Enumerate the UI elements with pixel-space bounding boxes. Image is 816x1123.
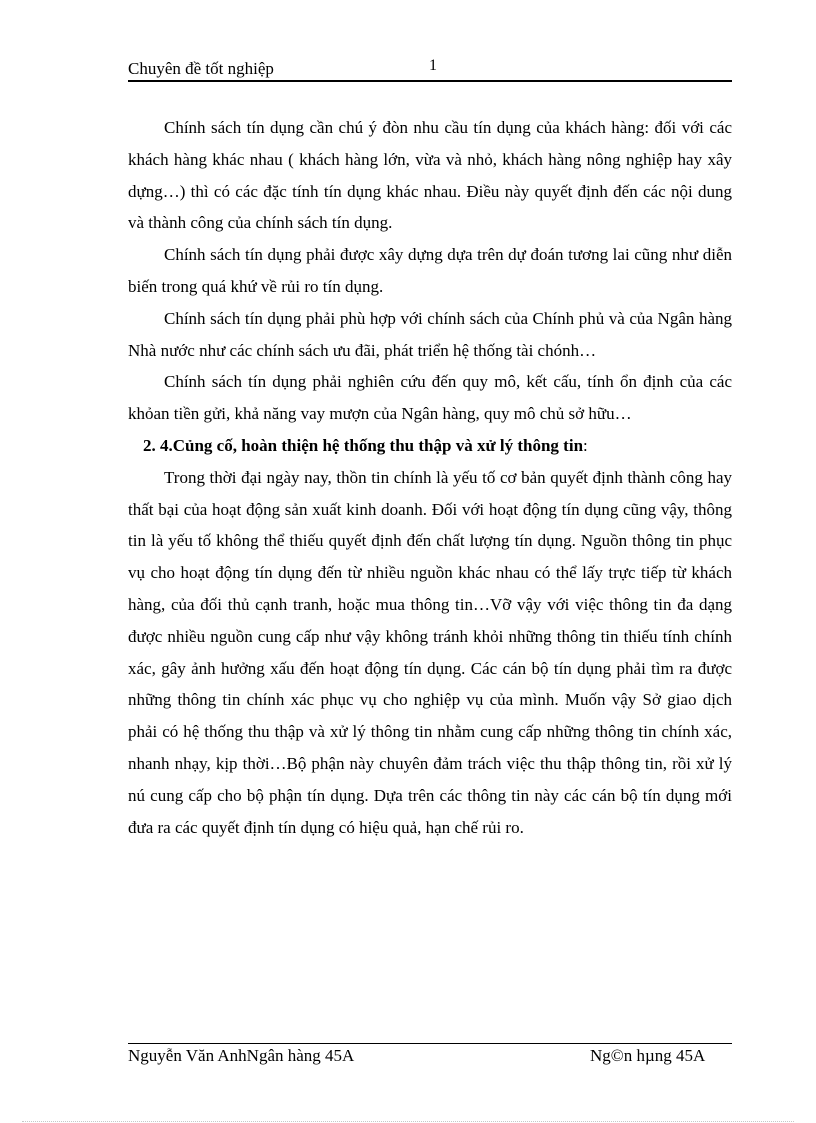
- page-number: 1: [429, 57, 437, 74]
- paragraph: Chính sách tín dụng phải được xây dựng dựa trên dự đoán tương lai cũng như diễn biến trong quá khứ về rủi ro tín dụng.: [128, 245, 732, 296]
- document-body: [128, 112, 732, 843]
- header-title: Chuyên đề tốt nghiệp: [128, 59, 274, 78]
- page-header: [128, 56, 732, 82]
- paragraph: Chính sách tín dụng phải nghiên cứu đến quy mô, kết cấu, tính ổn định của các khỏan tiền gửi, khả năng vay mượn của Ngân hàng, quy mô chủ sở hữu…: [128, 372, 732, 424]
- section-heading-text: 2. 4.Củng cố, hoàn thiện hệ thống thu thập và xử lý thông tin: [143, 435, 584, 455]
- section-heading-suffix: :: [583, 435, 588, 455]
- paragraph: Trong thời đại ngày nay, thồn tin chính là yếu tố cơ bản quyết định thành công hay thất bại của hoạt động sản xuất kinh doanh. Đối với hoạt động tín dụng cũng vậy, thông tin là yếu tố không thể thiếu quyết định đến chất lượng tín dụng. Nguồn thông tin phục vụ cho hoạt động tín dụng đến từ nhiều nguồn khác nhau có thể lấy trực tiếp từ khách hàng, của đối thủ cạnh tranh, hoặc mua thông tin…Vỡ vậy với việc thông tin đa dạng được nhiều nguồn cung cấp như vậy không tránh khỏi những thông tin thiếu tính chính xác, gây ảnh hưởng xấu đến hoạt động tín dụng. Các cán bộ tín dụng phải tìm ra được những thông tin chính xác phục vụ cho nghiệp vụ của mình. Muốn vậy Sở giao dịch phải có hệ thống thu thập và xử lý thông tin nhằm cung cấp những thông tin chính xác, nhanh nhạy, kịp thời…Bộ phận này chuyên đảm trách việc thu thập thông tin, rồi xử lý nú cung cấp cho bộ phận tín dụng. Dựa trên các thông tin này các cán bộ tín dụng mới đưa ra các quyết định tín dụng có hiệu quả, hạn chế rủi ro.: [128, 467, 732, 837]
- page-edge-divider: [22, 1121, 794, 1122]
- section-heading: [128, 430, 732, 462]
- page-footer: [128, 1043, 732, 1070]
- paragraph: Chính sách tín dụng cần chú ý đòn nhu cầu tín dụng của khách hàng: đối với các khách hàng khác nhau ( khách hàng lớn, vừa và nhỏ, khách hàng nông nghiệp hay xây dựng…) thì có các đặc tính tín dụng khác nhau. Điều này quyết định đến các nội dung và thành công của chính sách tín dụng.: [128, 118, 732, 233]
- footer-class: Ng©n hµng 45A: [590, 1046, 706, 1065]
- paragraph: Chính sách tín dụng phải phù hợp với chính sách của Chính phủ và của Ngân hàng Nhà nước như các chính sách ưu đãi, phát triển hệ thống tài chónh…: [128, 308, 732, 360]
- footer-author: Nguyễn Văn AnhNgân hàng 45A: [128, 1046, 355, 1065]
